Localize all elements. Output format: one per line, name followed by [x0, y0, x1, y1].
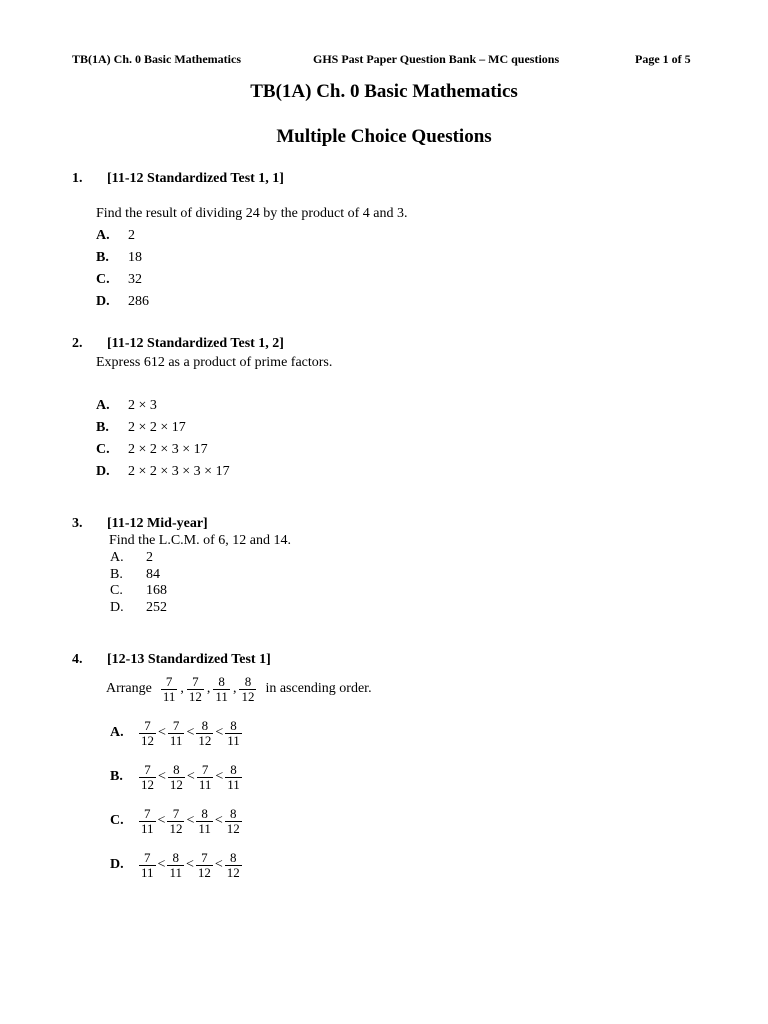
less-than: <: [186, 769, 195, 784]
option-label: B.: [96, 250, 109, 265]
question-number: 4.: [72, 652, 83, 667]
option-label: A.: [110, 725, 124, 740]
stem-suffix: in ascending order.: [265, 681, 372, 696]
fraction: $\frac{8}{11}$: [169, 849, 182, 880]
option-text: 2 × 2 × 3 × 3 × 17: [128, 464, 230, 479]
option-label: D.: [96, 294, 110, 309]
option-label: D.: [96, 464, 110, 479]
question-stem: Find the result of dividing 24 by the product of 4 and 3.: [96, 206, 408, 221]
question-source: [11-12 Standardized Test 1, 1]: [107, 171, 284, 186]
fraction: $\frac{7}{11}$: [162, 673, 176, 704]
header-right: Page 1 of 5: [635, 52, 691, 66]
less-than: <: [215, 725, 224, 740]
fraction: $\frac{7}{12}$: [169, 805, 183, 836]
option-label: B.: [96, 420, 109, 435]
fraction: $\frac{7}{12}$: [197, 849, 211, 880]
fraction: $\frac{8}{12}$: [169, 761, 183, 792]
option-label: D.: [110, 600, 124, 615]
separator: ,: [180, 681, 184, 696]
header-center: GHS Past Paper Question Bank – MC questions: [313, 52, 560, 66]
fraction: $\frac{7}{12}$: [141, 761, 154, 792]
option-text: 252: [146, 600, 167, 615]
option-label: D.: [110, 857, 124, 872]
option-text: 2 × 3: [128, 398, 157, 413]
less-than: <: [214, 857, 223, 872]
option-c[interactable]: [110, 804, 243, 838]
less-than: <: [157, 857, 166, 872]
option-text: 2 × 2 × 3 × 17: [128, 442, 208, 457]
question-stem: [104, 672, 374, 706]
fraction: $\frac{8}{11}$: [198, 805, 211, 836]
option-text: 2 × 2 × 17: [128, 420, 186, 435]
option-label: A.: [96, 228, 110, 243]
option-text: 2: [146, 550, 153, 565]
fraction: $\frac{8}{11}$: [215, 673, 228, 704]
fraction: $\frac{8}{12}$: [241, 673, 255, 704]
less-than: <: [158, 769, 166, 784]
header-left: TB(1A) Ch. 0 Basic Mathematics: [72, 52, 241, 66]
question-source: [11-12 Standardized Test 1, 2]: [107, 336, 284, 351]
document-title: TB(1A) Ch. 0 Basic Mathematics: [250, 81, 518, 102]
option-text: 84: [146, 567, 160, 582]
fraction: $\frac{7}{12}$: [188, 673, 202, 704]
option-label: C.: [96, 272, 110, 287]
fraction: $\frac{7}{11}$: [198, 761, 212, 792]
separator: ,: [232, 681, 237, 696]
fraction: $\frac{8}{11}$: [227, 761, 240, 792]
less-than: <: [185, 857, 194, 872]
question-source: [11-12 Mid-year]: [107, 516, 208, 531]
option-label: A.: [110, 550, 124, 565]
question-stem: Express 612 as a product of prime factors.: [96, 355, 333, 370]
option-text: 168: [146, 583, 167, 598]
option-label: B.: [110, 567, 123, 582]
fraction: $\frac{7}{12}$: [141, 717, 154, 748]
less-than: <: [157, 813, 166, 828]
option-label: A.: [96, 398, 110, 413]
question-source: [12-13 Standardized Test 1]: [107, 652, 271, 667]
less-than: <: [186, 725, 195, 740]
fraction: $\frac{7}{11}$: [169, 717, 183, 748]
fraction: $\frac{8}{12}$: [226, 805, 240, 836]
option-label: C.: [96, 442, 110, 457]
option-label: C.: [110, 813, 124, 828]
fraction: $\frac{8}{12}$: [226, 849, 240, 880]
separator: ,: [206, 681, 211, 696]
option-text: 2: [128, 228, 135, 243]
option-label: C.: [110, 583, 123, 598]
fraction: $\frac{8}{12}$: [198, 717, 212, 748]
option-text: 286: [128, 294, 149, 309]
option-text: 32: [128, 272, 142, 287]
less-than: <: [214, 813, 223, 828]
fraction: $\frac{8}{11}$: [227, 717, 240, 748]
option-a[interactable]: [110, 716, 243, 750]
less-than: <: [215, 769, 224, 784]
fraction: $\frac{7}{11}$: [141, 849, 154, 880]
less-than: <: [158, 725, 166, 740]
less-than: <: [186, 813, 195, 828]
question-stem: Find the L.C.M. of 6, 12 and 14.: [109, 533, 291, 548]
question-number: 3.: [72, 516, 83, 531]
stem-prefix: Arrange: [106, 681, 152, 696]
question-number: 2.: [72, 336, 83, 351]
option-text: 18: [128, 250, 142, 265]
fraction: $\frac{7}{11}$: [141, 805, 154, 836]
option-d[interactable]: [110, 848, 243, 882]
question-number: 1.: [72, 171, 83, 186]
document-subtitle: Multiple Choice Questions: [276, 126, 492, 147]
option-label: B.: [110, 769, 123, 784]
option-b[interactable]: [110, 760, 243, 794]
